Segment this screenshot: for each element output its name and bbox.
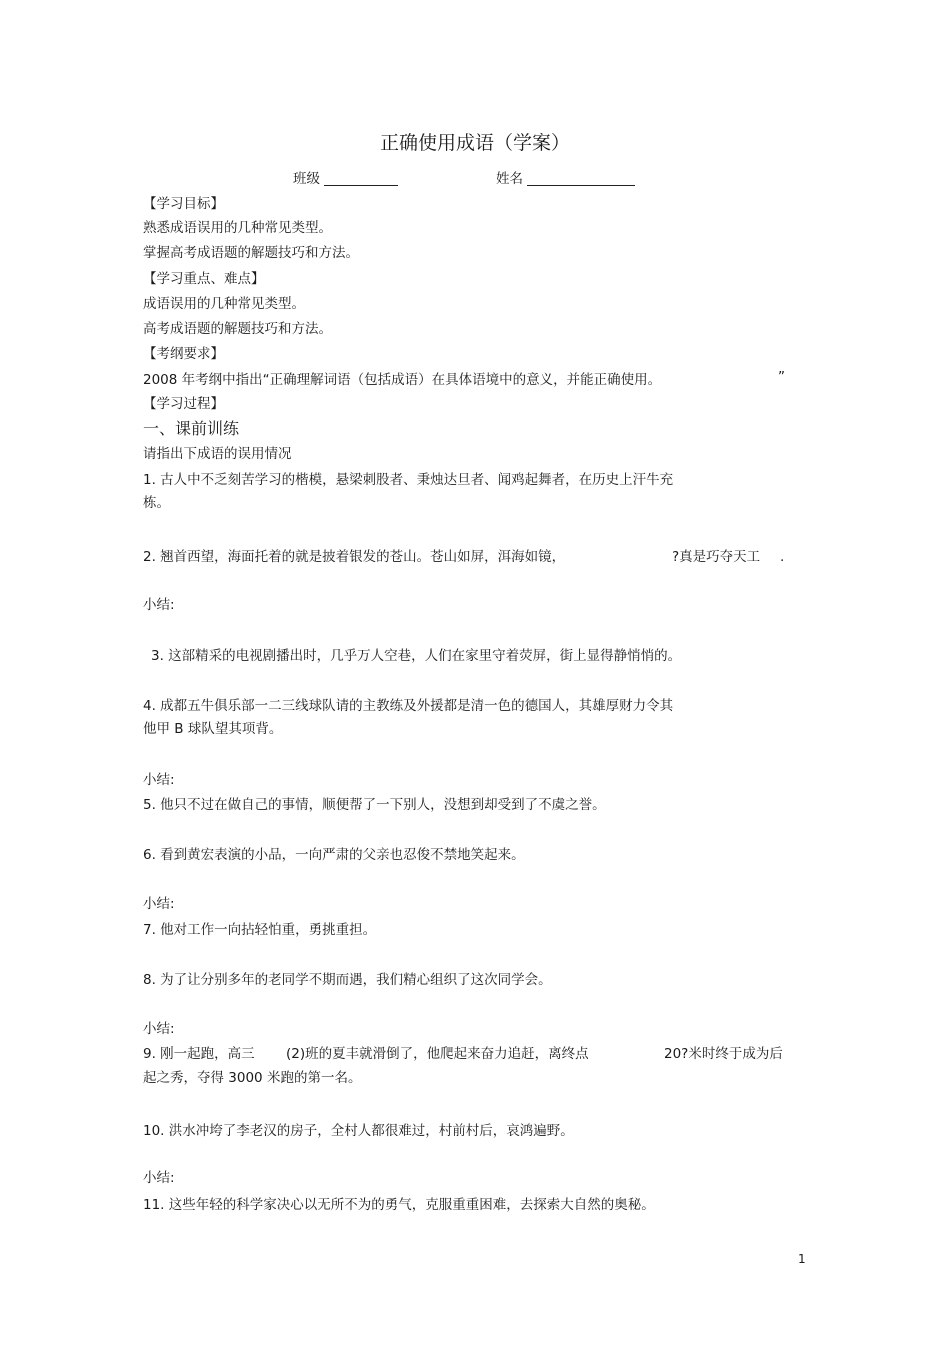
question-11: 11. 这些年轻的科学家决心以无所不为的勇气，克服重重困难，去探索大自然的奥秘。: [143, 1197, 655, 1213]
focus-2: 高考成语题的解题技巧和方法。: [143, 321, 332, 337]
question-2-period: .: [780, 549, 785, 565]
syllabus-text: 2008 年考纲中指出“正确理解词语（包括成语）在具体语境中的意义，并能正确使用。: [143, 372, 662, 388]
class-blank: [324, 171, 398, 186]
class-label: 班级: [293, 171, 320, 187]
instruction: 请指出下成语的误用情况: [143, 446, 292, 462]
question-7: 7. 他对工作一向拈轻怕重，勇挑重担。: [143, 922, 377, 938]
question-9-part-3: 20?米时终于成为后: [664, 1046, 783, 1062]
goals-heading: 【学习目标】: [143, 196, 224, 212]
question-9-line-2: 起之秀，夺得 3000 米跑的第一名。: [143, 1070, 362, 1086]
question-3: 3. 这部精采的电视剧播出时，几乎万人空巷，人们在家里守着荧屏，街上显得静悄悄的。: [151, 648, 682, 664]
part1-heading: 一、课前训练: [143, 419, 240, 438]
question-1-line-1: 1. 古人中不乏刻苦学习的楷模，悬梁刺股者、秉烛达旦者、闻鸡起舞者，在历史上汗牛充: [143, 472, 674, 488]
question-5: 5. 他只不过在做自己的事情，顺便帮了一下别人，没想到却受到了不虞之誉。: [143, 797, 606, 813]
focus-1: 成语误用的几种常见类型。: [143, 296, 305, 312]
page-number: 1: [798, 1252, 806, 1266]
question-10: 10. 洪水冲垮了李老汉的房子，全村人都很难过，村前村后，哀鸿遍野。: [143, 1123, 574, 1139]
summary-4: 小结:: [143, 1021, 175, 1037]
question-6: 6. 看到黄宏表演的小品，一向严肃的父亲也忍俊不禁地笑起来。: [143, 847, 525, 863]
name-label: 姓名: [496, 171, 523, 187]
syllabus-heading: 【考纲要求】: [143, 346, 224, 362]
question-2-part-2: ?真是巧夺天工: [672, 549, 761, 565]
question-4-line-2: 他甲 B 球队望其项背。: [143, 721, 283, 737]
question-1-line-2: 栋。: [143, 495, 170, 511]
summary-3: 小结:: [143, 896, 175, 912]
summary-1: 小结:: [143, 597, 175, 613]
summary-5: 小结:: [143, 1170, 175, 1186]
question-4-line-1: 4. 成都五牛俱乐部一二三线球队请的主教练及外援都是清一色的德国人，其雄厚财力令其: [143, 698, 674, 714]
class-field: [293, 170, 398, 188]
process-heading: 【学习过程】: [143, 396, 224, 412]
goal-1: 熟悉成语误用的几种常见类型。: [143, 220, 332, 236]
goal-2: 掌握高考成语题的解题技巧和方法。: [143, 245, 359, 261]
question-8: 8. 为了让分别多年的老同学不期而遇，我们精心组织了这次同学会。: [143, 972, 552, 988]
question-9-part-1: 9. 刚一起跑，高三: [143, 1046, 255, 1062]
name-blank: [527, 171, 635, 186]
question-9-part-2: (2)班的夏丰就滑倒了，他爬起来奋力追赶，离终点: [286, 1046, 589, 1062]
name-field: [496, 170, 635, 188]
syllabus-close-quote: ”: [778, 369, 785, 385]
page-title: 正确使用成语（学案）: [379, 132, 570, 154]
focus-heading: 【学习重点、难点】: [143, 271, 265, 287]
question-2-line: 2. 翘首西望，海面托着的就是披着银发的苍山。苍山如屏，洱海如镜，: [143, 549, 566, 565]
summary-2: 小结:: [143, 772, 175, 788]
